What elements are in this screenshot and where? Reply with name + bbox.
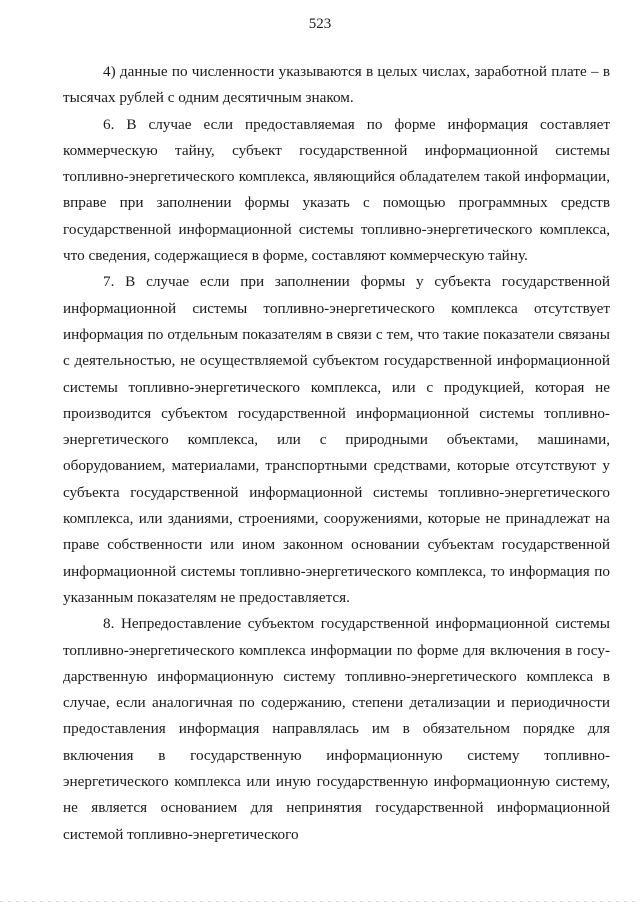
paragraph-item-4: 4) данные по численности указываются в целых числах, заработной плате – в тысячах рублей с одним десятичным знаком. bbox=[63, 63, 610, 107]
paragraph-item-8: 8. Непредоставление субъектом государственной информационной системы топливно-энергетического комплекса информации по форме для включения в государственную информационную систему топливно-энергетического комплекса в случае, если аналогичная по содержанию, степени детализации и периодичности предоставления информация направлялась им в обязательном порядке для включения в государственную информационную систему топливно-энергетического комплекса или иную государственную информационную систему, не является основанием для непринятия государственной информационной системой топливно-энергетического bbox=[63, 615, 610, 843]
paragraph-item-7: 7. В случае если при заполнении формы у субъекта государственной информационной системы топливно-энергетического комплекса отсутствует информация по отдельным показателям в связи с тем, что такие показатели связаны с деятельностью, не осуществляемой субъектом государственной информационной системы топливно-энергетического комплекса, или с продукцией, которая не производится субъектом государственной информационной системы топливно-энергетического комплекса, или с природными объектами, машинами, оборудованием, материалами, транспортными средствами, которые отсутствуют у субъекта государственной информационной системы топливно-энергетического комплекса, или зданиями, строениями, сооружениями, которые не принадлежат на праве собственности или ином законном основании субъектам государственной информационной системы топливно-энергетического комплекса, то информация по указанным показателям не предоставляется. bbox=[63, 273, 610, 606]
scan-edge-line bbox=[0, 901, 640, 902]
paragraph-item-6: 6. В случае если предоставляемая по форме информация составляет коммерческую тайну, субъект государственной информационной системы топливно-энергетического комплекса, являющийся обладателем такой информации, вправе при заполнении формы указать с помощью программных средств государственной информационной системы топливно-энергетического комплекса, что сведения, содержащиеся в форме, составляют коммерческую тайну. bbox=[63, 115, 610, 265]
body-text bbox=[63, 59, 610, 848]
page-number: 523 bbox=[308, 16, 332, 32]
